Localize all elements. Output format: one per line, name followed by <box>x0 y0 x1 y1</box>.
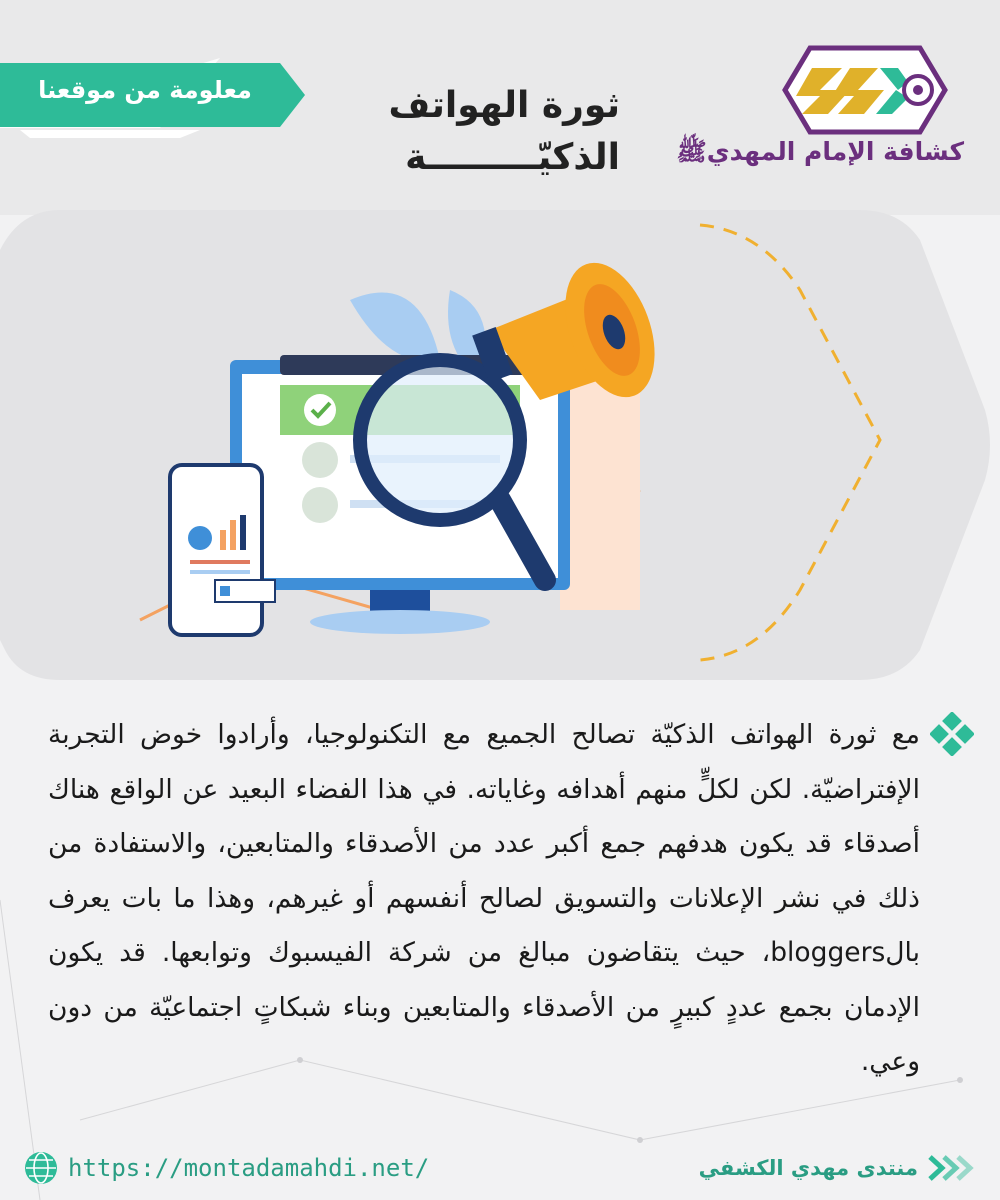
page-title <box>340 80 620 184</box>
article-body: مع ثورة الهواتف الذكيّة تصالح الجميع مع التكنولوجيا، وأرادوا خوض التجربة الإفتراضيّة. لكن لكلٍّ منهم أهدافه وغاياته. في هذا الفضاء البعيد عن الواقع هناك أصدقاء قد يكون هدفهم جمع أكبر عدد من الأصدقاء والمتابعين، والاستفادة من ذلك في نشر الإعلانات والتسويق لصالح أنفسهم أو غيرهم، وهذا ما بات يعرف بالbloggers، حيث يتقاضون مبالغ من شركة الفيسبوك وتوابعها. قد يكون الإدمان بجمع عددٍ كبيرٍ من الأصدقاء والمتابعين وبناء شبكاتٍ اجتماعيّة من دون وعي. <box>48 719 920 1077</box>
chevron-right-icon <box>926 1153 976 1183</box>
ribbon-label: معلومة من موقعنا <box>38 76 252 104</box>
globe-icon <box>24 1151 58 1185</box>
title-line-1: ثورة الهواتف <box>388 85 620 126</box>
logo-text: كشافة الإمام المهديﷺ <box>676 137 964 166</box>
forum-name: منتدى مهدي الكشفي <box>698 1156 918 1180</box>
forum-credit <box>699 1150 976 1186</box>
illustration <box>120 250 740 650</box>
title-line-2: الذكيّـــــــــة <box>405 137 620 178</box>
site-url[interactable]: https://montadamahdi.net/ <box>68 1154 430 1182</box>
footer-link[interactable] <box>24 1150 429 1186</box>
diamond-bullet-icon <box>930 712 974 756</box>
